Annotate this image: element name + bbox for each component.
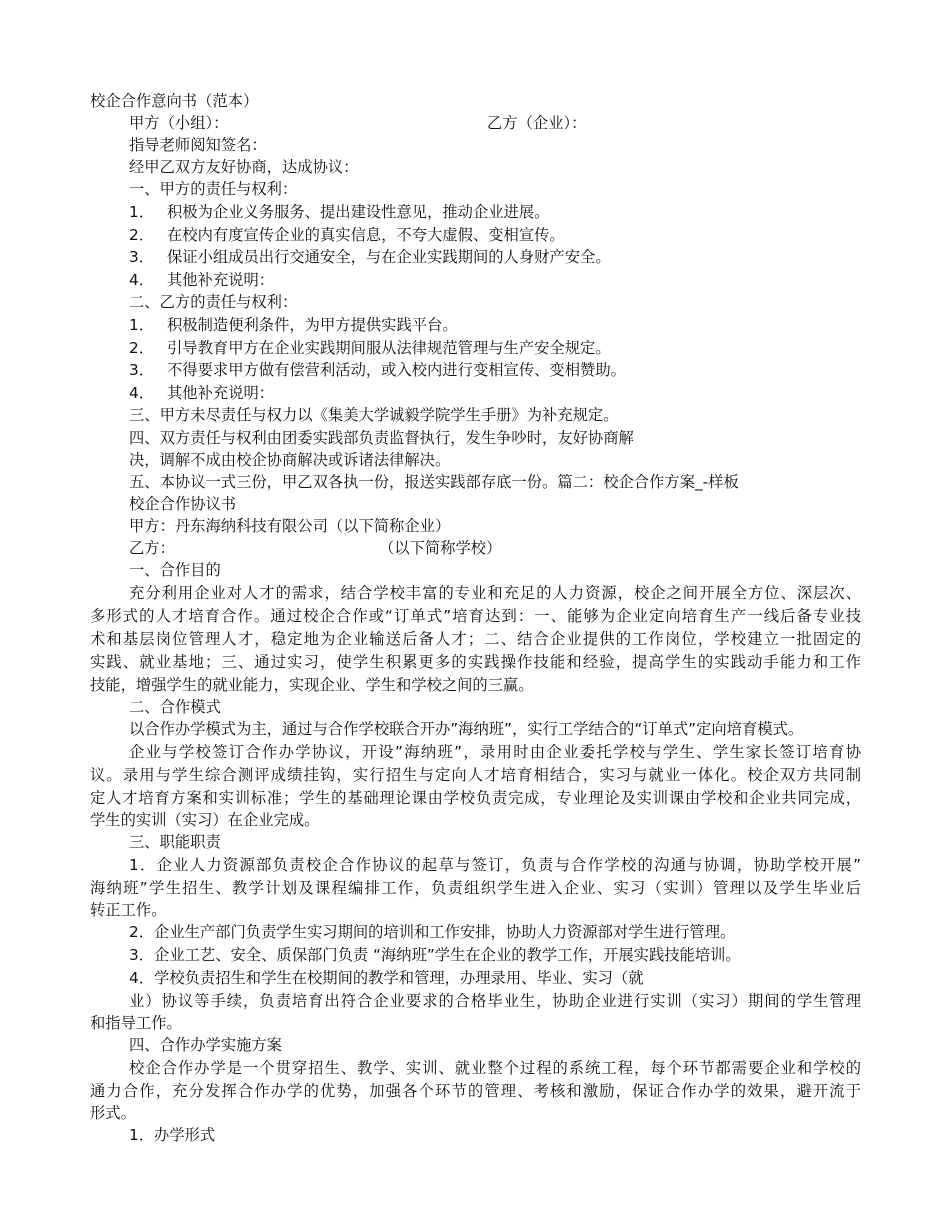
paragraph-line: 3．企业工艺、安全、质保部门负责 “海纳班”学生在企业的教学工作，开展实践技能培训。 [129,946,741,964]
section-2-heading: 二、乙方的责任与权利： [129,293,298,311]
list-item [129,270,274,290]
item-text: 其他补充说明： [167,271,275,289]
agreement-party-b-note: （以下简称学校） [379,539,502,557]
paragraph-line: 校企合作办学是一个贯穿招生、教学、实训、就业整个过程的系统工程，每个环节都需要企业和学校的 [129,1059,861,1077]
paragraph-line: 业）协议等手续，负责培育出符合企业要求的合格毕业生，协助企业进行实训（实习）期间的学生管理 [129,992,861,1010]
paragraph-line: 议。录用与学生综合测评成绩挂钩，实行招生与定向人才培育相结合，实习与就业一体化。校企双方共同制 [90,766,861,784]
paragraph-line: 定人才培育方案和实训标准；学生的基础理论课由学校负责完成，专业理论及实训课由学校和企业共同完成， [90,789,861,807]
item-number: 2． [129,339,155,357]
implementation-heading: 四、合作办学实施方案 [129,1036,282,1054]
teacher-signature-label: 指导老师阅知签名： [129,136,267,154]
item-number: 3． [129,361,155,379]
item-number: 4． [129,384,155,402]
list-item [129,225,565,245]
paragraph-line: 术和基层岗位管理人才，稳定地为企业输送后备人才；二、结合企业提供的工作岗位，学校建立一批固定的 [90,630,861,648]
paragraph-line: 1．企业人力资源部负责校企合作协议的起草与签订，负责与合作学校的沟通与协调，协助学校开展” [129,856,861,874]
paragraph-line: 和指导工作。 [90,1014,182,1032]
list-item [129,202,549,222]
agreement-party-b-label: 乙方： [129,539,175,557]
paragraph-line: 以合作办学模式为主，通过与合作学校联合开办”海纳班”，实行工学结合的“订单式”定向培育模式。 [129,720,804,738]
section-4-line-1: 四、双方责任与权利由团委实践部负责监督执行，发生争吵时，友好协商解 [129,429,634,447]
party-b-label: 乙方（企业）： [487,114,587,132]
agreement-title: 校企合作协议书 [129,495,237,513]
item-number: 1． [129,316,155,334]
item-number: 4． [129,271,155,289]
paragraph-line: 通力合作，充分发挥合作办学的优势，加强各个环节的管理、考核和激励，保证合作办学的效果，避开流于 [90,1082,861,1100]
list-item [129,315,458,335]
model-heading: 二、合作模式 [129,698,221,716]
subsection-heading: 1．办学形式 [129,1126,216,1144]
doc-title: 校企合作意向书（范本） [90,92,259,110]
item-text: 引导教育甲方在企业实践期间服从法律规范管理与生产安全规定。 [167,339,611,357]
item-text: 积极为企业义务服务、提出建设性意见，推动企业进展。 [167,203,550,221]
item-number: 3． [129,248,155,266]
intro-text: 经甲乙双方友好协商，达成协议： [129,158,359,176]
item-number: 2． [129,226,155,244]
purpose-heading: 一、合作目的 [129,561,221,579]
paragraph-line: 转正工作。 [90,901,167,919]
item-text: 其他补充说明： [167,384,275,402]
list-item [129,247,611,267]
paragraph-line: 实践、就业基地；三、通过实习，使学生积累更多的实践操作技能和经验，提高学生的实践动手能力和工作 [90,653,861,671]
paragraph-line: 多形式的人才培育合作。通过校企合作或“订单式”培育达到：一、能够为企业定向培育生产一线后备专业技 [90,607,861,625]
item-text: 保证小组成员出行交通安全，与在企业实践期间的人身财产安全。 [167,248,611,266]
section-4-line-2: 决，调解不成由校企协商解决或诉诸法律解决。 [129,451,451,469]
paragraph-line: 企业与学校签订合作办学协议，开设”海纳班”，录用时由企业委托学校与学生、学生家长签订培育协 [129,743,861,761]
agreement-party-a: 甲方：丹东海纳科技有限公司（以下简称企业） [129,517,451,535]
paragraph-line: 海纳班”学生招生、教学计划及课程编排工作，负责组织学生进入企业、实习（实训）管理以及学生毕业后 [90,879,861,897]
item-text: 不得要求甲方做有偿营利活动，或入校内进行变相宣传、变相赞助。 [167,361,626,379]
section-1-heading: 一、甲方的责任与权利： [129,180,298,198]
list-item [129,383,274,403]
section-3-text: 三、甲方未尽责任与权力以《集美大学诚毅学院学生手册》为补充规定。 [129,406,619,424]
party-a-label: 甲方（小组）： [129,114,229,132]
paragraph-line: 2．企业生产部门负责学生实习期间的培训和工作安排，协助人力资源部对学生进行管理。 [129,923,736,941]
paragraph-line: 4．学校负责招生和学生在校期间的教学和管理，办理录用、毕业、实习（就 [129,969,644,987]
item-text: 在校内有度宣传企业的真实信息，不夸大虚假、变相宣传。 [167,226,565,244]
paragraph-line: 形式。 [90,1104,136,1122]
item-number: 1． [129,203,155,221]
paragraph-line: 学生的实训（实习）在企业完成。 [90,811,320,829]
item-text: 积极制造便利条件，为甲方提供实践平台。 [167,316,458,334]
list-item [129,338,611,358]
section-5-text: 五、本协议一式三份，甲乙双各执一份，报送实践部存底一份。篇二：校企合作方案_-样板 [129,473,739,491]
paragraph-line: 充分利用企业对人才的需求，结合学校丰富的专业和充足的人力资源，校企之间开展全方位、深层次、 [129,584,861,602]
duties-heading: 三、职能职责 [129,833,221,851]
paragraph-line: 技能，增强学生的就业能力，实现企业、学生和学校之间的三赢。 [90,676,534,694]
list-item [129,360,626,380]
